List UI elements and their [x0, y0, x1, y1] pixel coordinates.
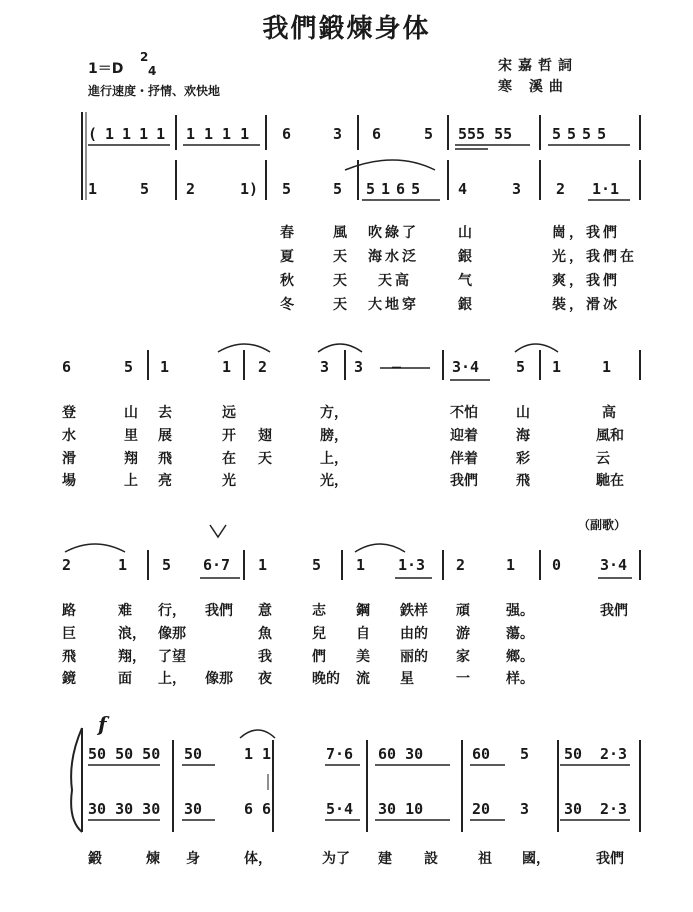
note: 5: [424, 125, 434, 143]
note-group: 30: [564, 800, 583, 818]
system2-verse4: [0, 470, 693, 488]
lyric: 一: [456, 671, 470, 687]
system1-verse2: [0, 246, 693, 264]
lyric: 滑: [62, 451, 76, 467]
lyric: 家: [456, 649, 470, 665]
lyric: 高: [602, 405, 616, 421]
lyric: 我們: [600, 603, 628, 619]
lyric: 自: [356, 626, 370, 642]
lyric: 鍛: [88, 851, 102, 867]
lyric: 晚的: [312, 671, 340, 687]
lyric: 山: [458, 225, 472, 241]
lyric: 伴着: [450, 451, 478, 467]
note: 4: [458, 180, 468, 198]
lyric: 去: [158, 405, 172, 421]
dynamic-marking: f: [98, 712, 107, 736]
note: 1: [258, 556, 268, 574]
note-group: 50: [184, 745, 203, 763]
lyric: 飛: [62, 649, 76, 665]
lyric: 里: [124, 428, 138, 444]
system3-verse2: [0, 623, 693, 641]
lyric: 上，: [320, 451, 348, 467]
lyric: 場: [62, 473, 76, 489]
system4-lyrics: [0, 848, 693, 866]
note: 1: [356, 556, 366, 574]
lyric: 銀: [458, 297, 472, 313]
note: 1: [244, 745, 254, 763]
lyric: 翔: [124, 451, 138, 467]
note: 1: [118, 556, 128, 574]
note-group: 20: [472, 800, 491, 818]
note: 6: [372, 125, 382, 143]
lyric: 光: [222, 473, 236, 489]
note-group: 1·3: [398, 556, 426, 574]
lyric: 行，: [158, 603, 186, 619]
lyric: 崗，我們: [552, 225, 620, 241]
lyric: 裝，滑冰: [552, 297, 620, 313]
note-group: 2·3: [600, 745, 628, 763]
note: 5: [140, 180, 150, 198]
note: 2: [62, 556, 72, 574]
lyric: 开: [222, 428, 236, 444]
lyric: 身: [186, 851, 200, 867]
system1-verse3: [0, 270, 693, 288]
lyric: 体，: [244, 851, 272, 867]
lyric: 像那: [158, 626, 186, 642]
lyric: 我們: [596, 851, 624, 867]
note: 2: [258, 358, 268, 376]
system3-verse1: [0, 600, 693, 618]
system4-upper-notes: [0, 745, 693, 765]
lyric: 上: [124, 473, 138, 489]
note: 6: [282, 125, 292, 143]
lyric: 流: [356, 671, 370, 687]
lyric: 煉: [146, 851, 160, 867]
note: 5: [162, 556, 172, 574]
tempo-marking: 進行速度・抒情、欢快地: [88, 84, 221, 98]
composer-credit: 寒 溪曲: [498, 79, 569, 95]
note: 6: [244, 800, 254, 818]
note-group: 30 30 30: [88, 800, 161, 818]
note: 1): [240, 180, 259, 198]
note-group: 3·4: [452, 358, 480, 376]
system4-lower-notes: [0, 800, 693, 820]
note: 1: [88, 180, 98, 198]
lyric: 远: [222, 405, 236, 421]
note: 2: [456, 556, 466, 574]
lyric: 頑: [456, 603, 470, 619]
note: 5: [312, 556, 322, 574]
lyric: 爽，我們: [552, 273, 620, 289]
note: 1·1: [592, 180, 620, 198]
note: 3: [520, 800, 530, 818]
lyric: 面: [118, 671, 132, 687]
lyric: 山: [124, 405, 138, 421]
lyric: 們: [312, 649, 326, 665]
lyric: 翅: [258, 428, 272, 444]
note-group: (1111: [88, 125, 174, 143]
lyric: 不怕: [450, 405, 478, 421]
lyric: 天: [333, 273, 347, 289]
system2-verse2: [0, 425, 693, 443]
note-group: 60: [472, 745, 491, 763]
note: 5: [520, 745, 530, 763]
lyric: 祖: [478, 851, 492, 867]
lyric: 游: [456, 626, 470, 642]
note: 5: [282, 180, 292, 198]
note-group: 50: [564, 745, 583, 763]
note-group: 3·4: [600, 556, 628, 574]
lyric: 由的: [400, 626, 428, 642]
lyric: 鉄样: [400, 603, 428, 619]
lyric: 星: [400, 671, 414, 687]
lyric: 我: [258, 649, 272, 665]
lyric: 天: [333, 297, 347, 313]
lyric: 飛: [516, 473, 530, 489]
system2-verse3: [0, 448, 693, 466]
time-signature-top: 2: [140, 50, 149, 64]
note: 5: [516, 358, 526, 376]
note-group: 60 30: [378, 745, 424, 763]
lyric: 彩: [516, 451, 530, 467]
time-signature-bottom: 4: [148, 64, 157, 78]
lyric: 膀，: [320, 428, 348, 444]
note: 3: [512, 180, 522, 198]
lyric: 建: [378, 851, 392, 867]
note-dash: —: [392, 358, 402, 376]
lyric: 設: [424, 851, 438, 867]
lyric: 光，: [320, 473, 348, 489]
lyric: 在: [222, 451, 236, 467]
note: 2: [186, 180, 196, 198]
note: 5: [124, 358, 134, 376]
note-group: 6·7: [203, 556, 231, 574]
lyric: 我們: [205, 603, 233, 619]
lyric: 亮: [158, 473, 172, 489]
lyric: 了望: [158, 649, 186, 665]
lyric: 我們: [450, 473, 478, 489]
page-title: 我們鍛煉身体: [262, 14, 431, 44]
lyric: 巨: [62, 626, 76, 642]
lyric: 丽的: [400, 649, 428, 665]
note: 1: [552, 358, 562, 376]
note-group: 2·3: [600, 800, 628, 818]
lyric: 强。: [506, 603, 534, 619]
lyric: 飛: [158, 451, 172, 467]
note: 6: [262, 800, 272, 818]
lyric: 浪，: [118, 626, 146, 642]
note-group: 30: [184, 800, 203, 818]
lyric: 样。: [506, 671, 534, 687]
lyric: 夏: [280, 249, 294, 265]
lyric: 天: [258, 451, 272, 467]
system1-upper-notes: [0, 125, 693, 145]
system1-verse1: [0, 222, 693, 240]
lyric: 鋼: [356, 603, 370, 619]
lyric: 風和: [596, 428, 624, 444]
lyric: 难: [118, 603, 132, 619]
lyric: 風: [333, 225, 347, 241]
lyric: 國，: [522, 851, 550, 867]
note-group: 555 55: [458, 125, 513, 143]
lyric: 魚: [258, 626, 272, 642]
note: 1: [262, 745, 272, 763]
lyric: 海: [516, 428, 530, 444]
lyric: 冬: [280, 297, 294, 313]
lyric: 美: [356, 649, 370, 665]
note: 1: [602, 358, 612, 376]
lyric: 展: [158, 428, 172, 444]
note: 1: [222, 358, 232, 376]
lyric: 方，: [320, 405, 348, 421]
lyric: 秋: [280, 273, 294, 289]
lyricist-credit: 宋嘉哲詞: [498, 58, 578, 74]
note-group: 5·4: [326, 800, 354, 818]
note: 6: [62, 358, 72, 376]
lyric: 夜: [258, 671, 272, 687]
lyric: 馳在: [596, 473, 624, 489]
lyric: 意: [258, 603, 272, 619]
lyric: 鄉。: [506, 649, 534, 665]
lyric: 路: [62, 603, 76, 619]
lyric: 云: [596, 451, 610, 467]
lyric: 吹綠了: [368, 225, 419, 241]
note-group: 30 10: [378, 800, 424, 818]
lyric: 迎着: [450, 428, 478, 444]
lyric: 像那: [205, 671, 233, 687]
note: 5: [333, 180, 343, 198]
note: 3: [320, 358, 330, 376]
note: 3: [333, 125, 343, 143]
lyric: 大地穿: [368, 297, 419, 313]
lyric: 山: [516, 405, 530, 421]
system3-verse4: [0, 668, 693, 686]
lyric: 水: [62, 428, 76, 444]
key-signature: 1＝D: [88, 61, 124, 77]
note-group: 5555: [552, 125, 613, 143]
lyric: 銀: [458, 249, 472, 265]
system3-verse3: [0, 646, 693, 664]
note-group: 7·6: [326, 745, 354, 763]
lyric: 海水泛: [368, 249, 419, 265]
system1-verse4: [0, 294, 693, 312]
note: 1: [506, 556, 516, 574]
lyric: 蕩。: [506, 626, 534, 642]
note-group: 50 50 50: [88, 745, 161, 763]
refrain-label: （副歌）: [578, 518, 627, 532]
lyric: 志: [312, 603, 326, 619]
lyric: 光，我們在: [552, 249, 637, 265]
lyric: 为了: [322, 851, 350, 867]
system1-lower-notes: [0, 180, 693, 200]
note: 0: [552, 556, 562, 574]
lyric: 气: [458, 273, 472, 289]
lyric: 翔，: [118, 649, 146, 665]
lyric: 上，: [158, 671, 186, 687]
lyric: 鏡: [62, 671, 76, 687]
system3-notes: [0, 556, 693, 576]
note: 2: [556, 180, 566, 198]
lyric: 春: [280, 225, 294, 241]
system2-notes: [0, 358, 693, 378]
lyric: 天: [333, 249, 347, 265]
note: 3: [354, 358, 364, 376]
lyric: 天高: [378, 273, 412, 289]
note-group: 1111: [186, 125, 259, 143]
lyric: 兒: [312, 626, 326, 642]
system2-verse1: [0, 402, 693, 420]
note-group: 5165: [366, 180, 427, 198]
note: 1: [160, 358, 170, 376]
lyric: 登: [62, 405, 76, 421]
